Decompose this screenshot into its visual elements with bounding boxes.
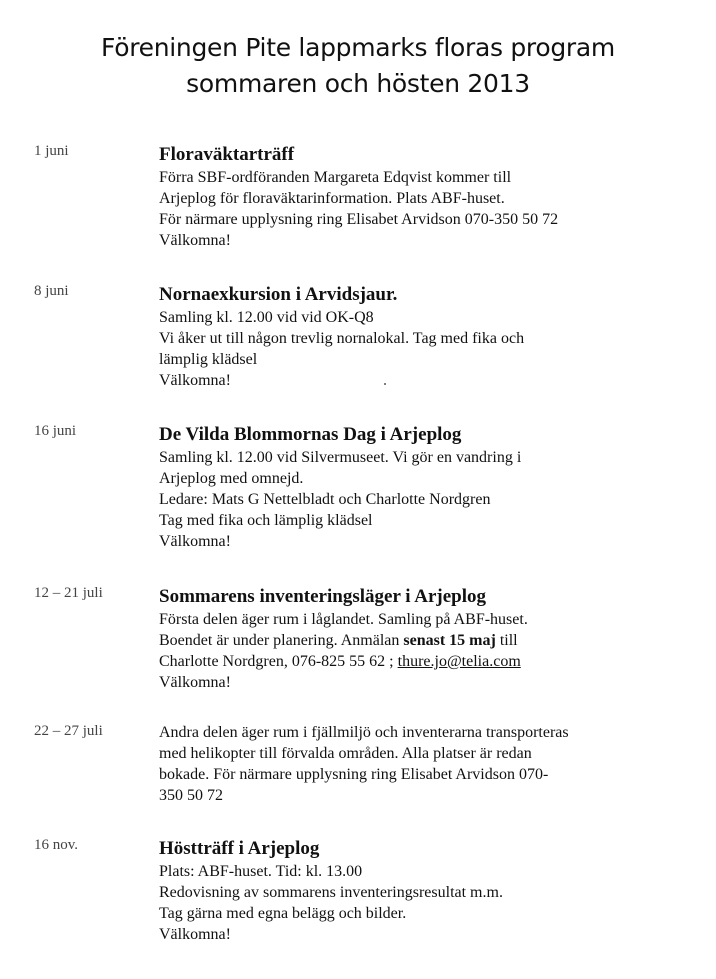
event-date: 22 – 27 juli (34, 723, 103, 739)
event-text-line: Välkomna! (159, 674, 231, 691)
event-text-line: Välkomna! (159, 926, 231, 943)
event-text-line: Redovisning av sommarens inventeringsresultat m.m. (159, 884, 503, 901)
event-heading: Sommarens inventeringsläger i Arjeplog (159, 586, 487, 607)
page-title (0, 30, 716, 102)
registration-text: Boendet är under planering. Anmälan (159, 632, 404, 649)
contact-text: Charlotte Nordgren, 076-825 55 62 ; (159, 653, 398, 670)
event-text-line: För närmare upplysning ring Elisabet Arvidson 070-350 50 72 (159, 211, 559, 228)
event-heading: Höstträff i Arjeplog (159, 838, 320, 859)
event-text-line: Vi åker ut till någon trevlig nornalokal. Tag med fika och (159, 330, 525, 347)
event-date: 8 juni (34, 283, 69, 299)
event-text-line: Tag gärna med egna belägg och bilder. (159, 905, 407, 922)
event-content (159, 722, 699, 806)
event-text-line: Ledare: Mats G Nettelbladt och Charlotte Nordgren (159, 491, 491, 508)
event-text-line: Plats: ABF-huset. Tid: kl. 13.00 (159, 863, 363, 880)
event-content (159, 836, 699, 945)
event-text-line: Förra SBF-ordföranden Margareta Edqvist kommer till (159, 169, 512, 186)
event-date: 1 juni (34, 143, 69, 159)
event-content (159, 282, 699, 391)
event-text-line: Samling kl. 12.00 vid Silvermuseet. Vi gör en vandring i (159, 449, 522, 466)
event-text-line: Välkomna! (159, 533, 231, 550)
event-content (159, 584, 699, 693)
registration-deadline: senast 15 maj (403, 632, 496, 649)
contact-email-link[interactable]: thure.jo@telia.com (397, 653, 521, 670)
event-text-line (159, 630, 699, 651)
event-heading: De Vilda Blommornas Dag i Arjeplog (159, 424, 462, 445)
event-text-line: Arjeplog med omnejd. (159, 470, 304, 487)
event-date: 16 juni (34, 423, 77, 439)
event-text-line: lämplig klädsel (159, 351, 258, 368)
event-text-line: Samling kl. 12.00 vid vid OK-Q8 (159, 309, 374, 326)
event-date: 12 – 21 juli (34, 585, 103, 601)
event-text-line: Första delen äger rum i låglandet. Samling på ABF-huset. (159, 611, 528, 628)
event-text-line: Tag med fika och lämplig klädsel (159, 512, 373, 529)
scan-speck (384, 383, 386, 385)
event-text-line: 350 50 72 (159, 787, 223, 804)
event-text-line (159, 651, 699, 672)
event-content (159, 142, 699, 251)
event-text-line: Andra delen äger rum i fjällmiljö och inventerarna transporteras (159, 724, 569, 741)
event-text-line: Arjeplog för floraväktarinformation. Plats ABF-huset. (159, 190, 505, 207)
event-content (159, 422, 699, 552)
title-line-2: sommaren och hösten 2013 (186, 69, 530, 98)
event-heading: Floraväktarträff (159, 144, 295, 165)
title-line-1: Föreningen Pite lappmarks floras program (101, 33, 615, 62)
event-text-line: med helikopter till förvalda områden. Alla platser är redan (159, 745, 532, 762)
event-text-line: Välkomna! (159, 372, 231, 389)
registration-text-end: till (495, 632, 518, 649)
event-heading: Nornaexkursion i Arvidsjaur. (159, 284, 398, 305)
event-text-line: Välkomna! (159, 232, 231, 249)
event-date: 16 nov. (34, 837, 79, 853)
event-text-line: bokade. För närmare upplysning ring Elisabet Arvidson 070- (159, 766, 549, 783)
